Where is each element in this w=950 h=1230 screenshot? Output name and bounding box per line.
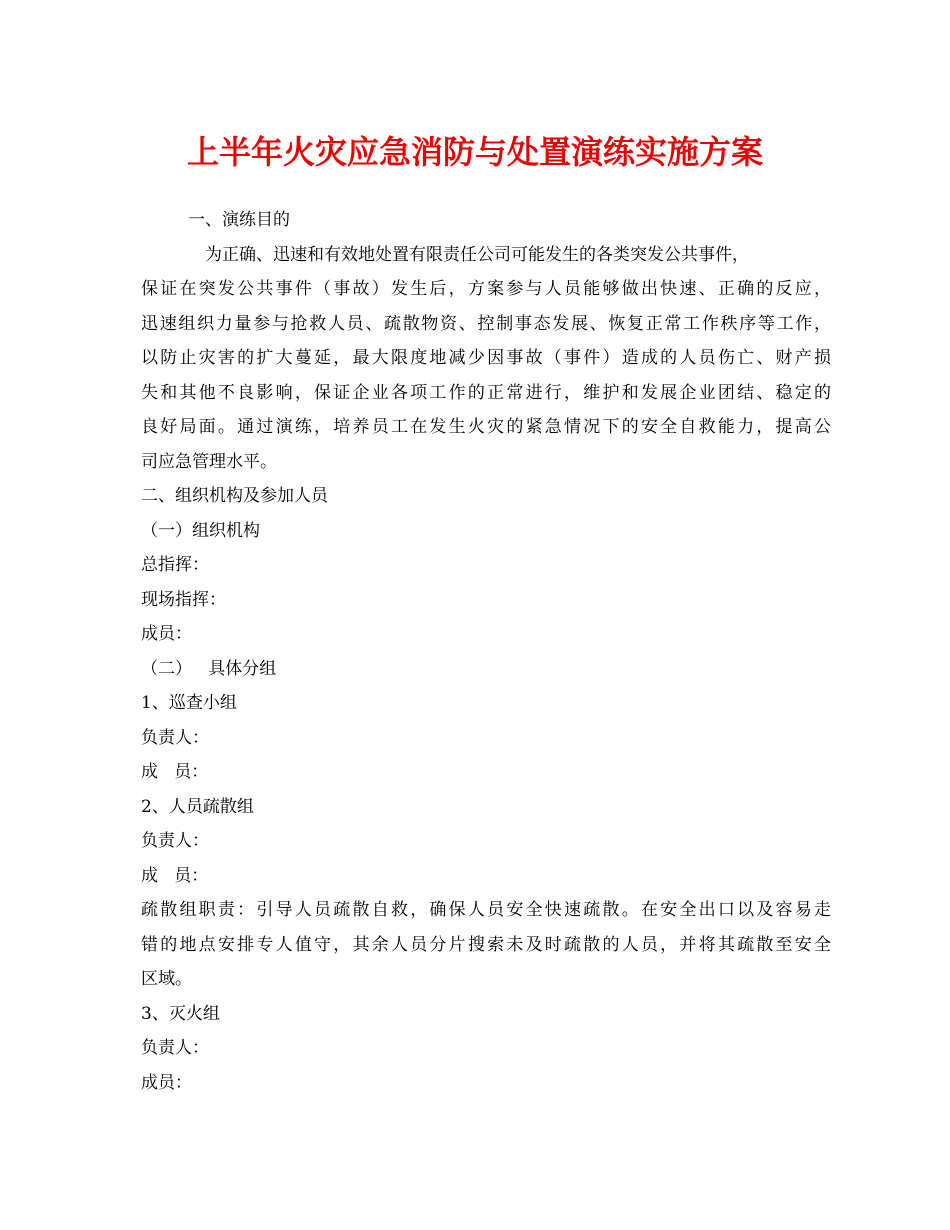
document-body bbox=[141, 203, 831, 1100]
subsection-heading-groups: （二） 具体分组 bbox=[141, 658, 277, 679]
paragraph-line: 保证在突发公共事件（事故）发生后，方案参与人员能够做出快速、正确的反应， bbox=[141, 279, 831, 299]
group-heading-patrol: 1、巡查小组 bbox=[141, 693, 237, 713]
group-heading-firefighting: 3、灭火组 bbox=[141, 1003, 220, 1024]
members-label: 成员： bbox=[141, 624, 192, 644]
document-title: 上半年火灾应急消防与处置演练实施方案 bbox=[186, 133, 763, 171]
commander-label: 总指挥： bbox=[141, 555, 209, 575]
group-members-label: 成 员： bbox=[141, 762, 209, 782]
section-heading-organization: 二、组织机构及参加人员 bbox=[141, 486, 328, 506]
group-heading-evacuation: 2、人员疏散组 bbox=[141, 796, 254, 817]
paragraph-line: 司应急管理水平。 bbox=[141, 451, 277, 472]
section-heading-purpose: 一、演练目的 bbox=[188, 210, 290, 230]
group-leader-label: 负责人： bbox=[141, 1038, 209, 1058]
paragraph-line: 以防止灾害的扩大蔓延，最大限度地减少因事故（事件）造成的人员伤亡、财产损 bbox=[141, 348, 831, 368]
duty-line: 区域。 bbox=[141, 969, 192, 989]
duty-line: 错的地点安排专人值守，其余人员分片搜索未及时疏散的人员，并将其疏散至安全 bbox=[141, 934, 831, 955]
paragraph-line: 良好局面。通过演练，培养员工在发生火灾的紧急情况下的安全自救能力，提高公 bbox=[141, 417, 831, 437]
paragraph-line: 为正确、迅速和有效地处置有限责任公司可能发生的各类突发公共事件， bbox=[205, 244, 749, 265]
paragraph-line: 失和其他不良影响，保证企业各项工作的正常进行，维护和发展企业团结、稳定的 bbox=[141, 382, 831, 403]
group-leader-label: 负责人： bbox=[141, 727, 209, 748]
group-members-label: 成 员： bbox=[141, 865, 209, 886]
site-commander-label: 现场指挥： bbox=[141, 589, 226, 610]
subsection-heading-org: （一）组织机构 bbox=[141, 520, 260, 541]
paragraph-line: 迅速组织力量参与抢救人员、疏散物资、控制事态发展、恢复正常工作秩序等工作， bbox=[141, 313, 831, 334]
duty-line: 疏散组职责：引导人员疏散自救，确保人员安全快速疏散。在安全出口以及容易走 bbox=[141, 900, 831, 920]
group-members-label: 成员： bbox=[141, 1072, 192, 1093]
group-leader-label: 负责人： bbox=[141, 831, 209, 851]
